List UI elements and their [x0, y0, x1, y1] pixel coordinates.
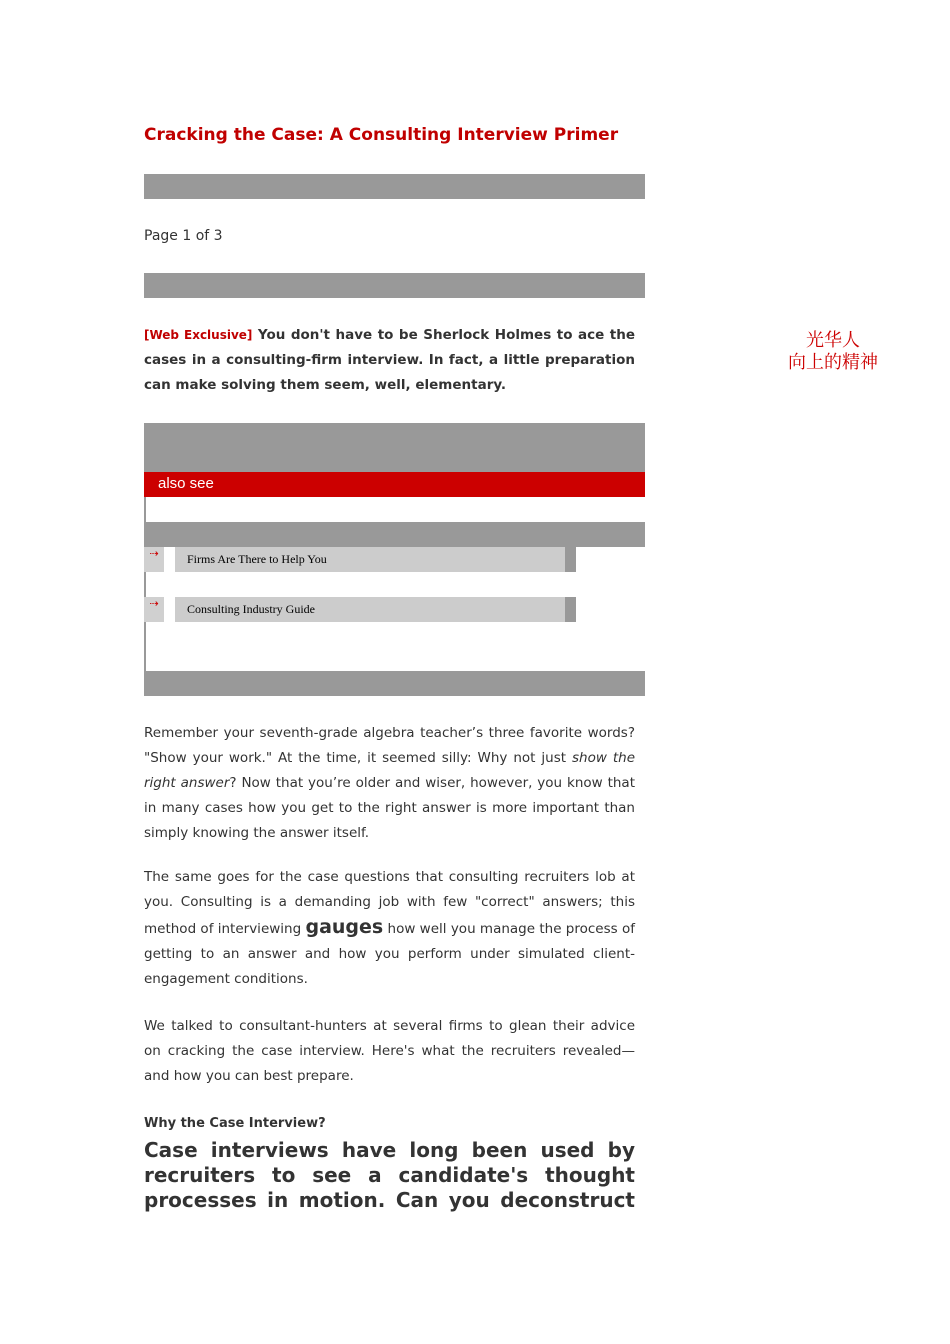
link-end-cap [565, 597, 576, 622]
side-annotation-line2: 向上的精神 [788, 352, 878, 373]
paragraph-text: Remember your seventh-grade algebra teacher’s three favorite words? "Show your work." At the time, it seemed silly: Why not just [144, 725, 635, 766]
body-paragraph-3: We talked to consultant-hunters at several firms to glean their advice on cracking the case interview. Here's what the recruiters revealed—and how you can best prepare. [144, 1018, 635, 1084]
side-annotation-line1: 光华人 [806, 330, 860, 351]
also-see-link-label: Consulting Industry Guide [187, 602, 315, 616]
also-see-label: also see [158, 475, 214, 492]
arrow-icon: ⇢ [144, 597, 164, 622]
highlight-word: gauges [305, 916, 384, 938]
article-title: Cracking the Case: A Consulting Interview Primer [144, 125, 619, 145]
also-see-link[interactable] [175, 547, 565, 572]
box-separator-bar [144, 522, 645, 547]
box-header-bar [144, 423, 645, 472]
also-see-link-label: Firms Are There to Help You [187, 552, 327, 566]
body-paragraph-2 [144, 865, 635, 992]
body-paragraph-1 [144, 721, 635, 846]
paragraph-text: how well you manage the process of getting to an answer and how you perform under simulated client-engagement conditions. [144, 921, 635, 987]
arrow-icon: ⇢ [144, 547, 164, 572]
article-intro [144, 323, 635, 398]
also-see-link[interactable] [175, 597, 565, 622]
intro-text: You don't have to be Sherlock Holmes to ace the cases in a consulting-firm interview. In fact, a little preparation can make solving them seem, well, elementary. [144, 327, 635, 393]
also-see-box [144, 423, 645, 696]
emphasis-text: show the right answer [144, 750, 635, 791]
divider-bar-top [144, 174, 645, 199]
page-indicator: Page 1 of 3 [144, 228, 223, 244]
link-end-cap [565, 547, 576, 572]
side-annotation [775, 330, 891, 374]
section-lead-text: Case interviews have long been used by recruiters to see a candidate's thought processes in motion. Can you deconstruct [144, 1138, 635, 1212]
also-see-header [144, 472, 645, 497]
divider-bar [144, 273, 645, 298]
web-exclusive-tag: [Web Exclusive] [144, 328, 253, 342]
box-footer-bar [144, 671, 645, 696]
section-heading: Why the Case Interview? [144, 1116, 326, 1131]
paragraph-text: The same goes for the case questions that consulting recruiters lob at you. Consulting is a demanding job with few "correct" answers; this method of interviewing [144, 869, 635, 937]
paragraph-text: ? Now that you’re older and wiser, however, you know that in many cases how you get to the right answer is more important than simply knowing the answer itself. [144, 775, 635, 841]
